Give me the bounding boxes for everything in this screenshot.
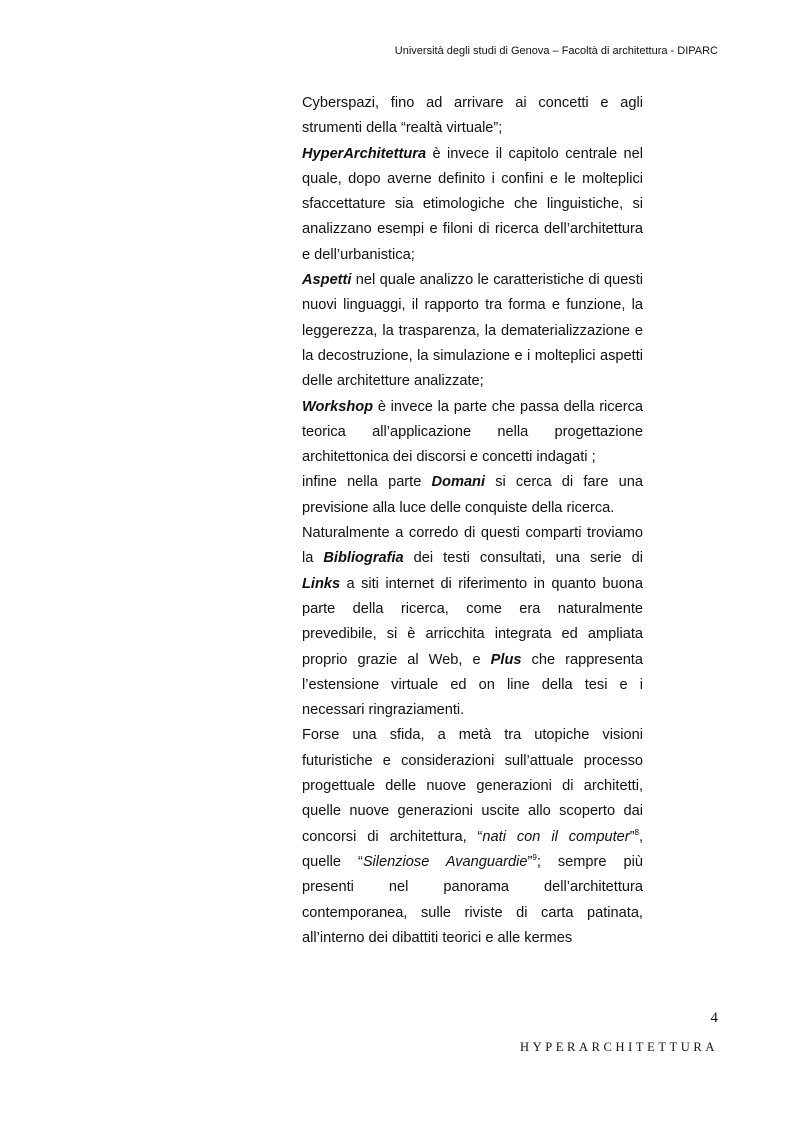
paragraph-text: ” [629,828,635,845]
section-term-domani: Domani [431,474,486,491]
running-header: Università degli studi di Genova – Facoltà di architettura - DIPARC [394,45,718,57]
paragraph-domani [302,470,643,521]
footnote-ref-9[interactable]: 9 [532,852,537,862]
paragraph-text: , quelle “ [302,828,643,870]
running-footer: HYPERARCHITETTURA [519,1040,718,1054]
quote-silenziose-avanguardie: Silenziose Avanguardie [362,853,528,870]
section-term-bibliografia: Bibliografia [323,550,404,567]
section-term-links: Links [302,575,341,592]
section-term-hyperarchitettura: HyperArchitettura [302,145,427,162]
paragraph-text: nel quale analizzo le caratteristiche di questi nuovi linguaggi, il rapporto tra forma e funzione, la leggerezza, la trasparenza, la dematerializzazione e la decostruzione, la simulazione e i molteplici aspetti delle architetture analizzate; [302,272,643,390]
paragraph-text: è invece la parte che passa della ricerca teorica all’applicazione nella progettazione architettonica dei discorsi e concetti indagati ; [302,398,643,466]
paragraph-text: si cerca di fare una previsione alla luce delle conquiste della ricerca. [302,474,643,516]
paragraph-text: è invece il capitolo centrale nel quale, dopo averne definito i confini e le molteplici sfaccettature sia etimologiche che linguistiche, si analizzano esempi e filoni di ricerca dell’architettura e dell’urbanistica; [302,145,643,263]
page-number: 4 [710,1010,718,1026]
section-term-plus: Plus [490,651,522,668]
paragraph-text: ; sempre più presenti nel panorama dell’architettura contemporanea, sulle riviste di carta patinata, all’interno dei dibattiti teorici e alle kermes [302,853,643,946]
paragraph-text: a siti internet di riferimento in quanto buona parte della ricerca, come era naturalmente prevedibile, si è arricchita integrata ed ampliata proprio grazie al Web, e [302,575,643,668]
paragraph-text: Forse una sfida, a metà tra utopiche visioni futuristiche e considerazioni sull’attuale processo progettuale delle nuove generazioni di architetti, quelle nuove generazioni uscite allo scoperto dai concorsi di architettura, “ [302,727,643,845]
paragraph-aspetti [302,268,643,394]
section-term-workshop: Workshop [302,398,374,415]
paragraph-text: infine nella parte [302,474,432,491]
paragraph-sfida [302,723,643,951]
body-text [302,91,643,951]
paragraph-text: Naturalmente a corredo di questi comparti troviamo la [302,525,643,567]
paragraph-bibliografia [302,521,643,723]
paragraph-text: Cyberspazi, fino ad arrivare ai concetti e agli strumenti della “realtà virtuale”; [302,95,643,137]
paragraph-text: dei testi consultati, una serie di [403,550,643,567]
paragraph-hyperarchitettura [302,142,643,268]
section-term-aspetti: Aspetti [302,272,352,289]
footnote-ref-8[interactable]: 8 [634,827,639,837]
paragraph-cyberspazi [302,91,643,142]
paragraph-text: che rappresenta l’estensione virtuale ed on line della tesi e i necessari ringraziamenti. [302,651,643,719]
paragraph-workshop [302,395,643,471]
paragraph-text: ” [527,853,533,870]
quote-nati-con-il-computer: nati con il computer [482,828,630,845]
